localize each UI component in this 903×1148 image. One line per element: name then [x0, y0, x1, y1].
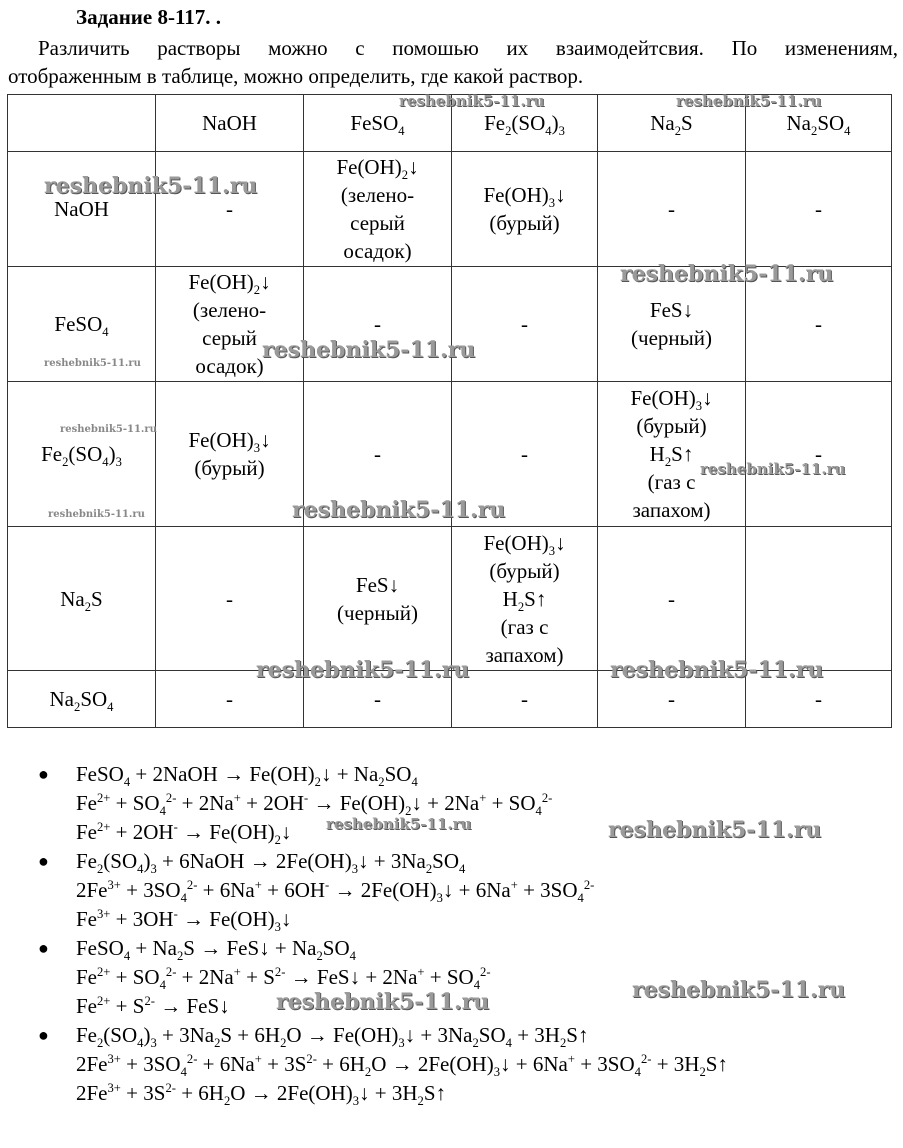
- column-header: $Na_2SO_4$: [746, 95, 892, 152]
- equation-full-ionic: $Fe^{2+} + SO_4^{2-} + 2Na^+ + S^{2-}$ → FeS↓ + $2Na^+ + SO_4^{2-}$: [76, 965, 491, 993]
- table-cell: -: [156, 527, 304, 671]
- table-cell: $Fe(OH)_2↓$ (зелено- серый осадок): [156, 267, 304, 382]
- watermark: reshebnik5-11.ru: [44, 173, 258, 199]
- intro-text: [8, 34, 898, 90]
- table-cell: FeS↓ (черный): [304, 527, 452, 671]
- equation-full-ionic: $2Fe^{3+} + 3SO_4^{2-} + 6Na^+ + 6OH^-$ → $2Fe(OH)_3↓ + 6Na^+ + 3SO_4^{2-}$: [76, 878, 595, 906]
- watermark: reshebnik5-11.ru: [620, 261, 834, 287]
- column-header: $Fe_2(SO_4)_3$: [452, 95, 598, 152]
- column-header: [8, 95, 156, 152]
- table-cell: -: [452, 267, 598, 382]
- table-cell: $Fe(OH)_3↓$ (бурый): [452, 152, 598, 267]
- equation-full-ionic: $Fe^{2+} + SO_4^{2-} + 2Na^+ + 2OH^-$ → $Fe(OH)_2↓ + 2Na^+ + SO_4^{2-}$: [76, 791, 553, 819]
- table-cell: -: [598, 152, 746, 267]
- equation-short-ionic: $Fe^{3+} + 3OH^-$ → $Fe(OH)_3↓$: [76, 907, 292, 935]
- equation-short-ionic: $Fe^{2+} + S^{2-}$ → FeS↓: [76, 994, 230, 1018]
- equation-group: [0, 847, 728, 934]
- table-cell: -: [304, 267, 452, 382]
- equation-molecular: $Fe_2(SO_4)_3$ + 6NaOH → $2Fe(OH)_3↓ + 3Na_2SO_4$: [76, 849, 466, 877]
- table-cell: -: [156, 152, 304, 267]
- equations-list: [0, 760, 728, 1108]
- watermark: reshebnik5-11.ru: [608, 817, 822, 843]
- row-header: $Fe_2(SO_4)_3$: [8, 382, 156, 527]
- bullet-icon: ●: [38, 764, 49, 784]
- row-header: NaOH: [8, 152, 156, 267]
- table-cell: -: [746, 671, 892, 728]
- table-cell: $Fe(OH)_3↓$ (бурый) $H_2S↑$ (газ с запахом): [598, 382, 746, 527]
- table-cell: -: [746, 382, 892, 527]
- table-cell: -: [598, 671, 746, 728]
- bullet-icon: ●: [38, 851, 49, 871]
- table-cell: -: [746, 267, 892, 382]
- watermark: reshebnik5-11.ru: [676, 92, 822, 110]
- equation-molecular: FeSO$_4$ + $Na_2S$ → FeS↓ + $Na_2SO_4$: [76, 936, 356, 964]
- equation-molecular: FeSO$_4$ + 2NaOH → $Fe(OH)_2↓ + Na_2SO_4$: [76, 762, 418, 790]
- watermark: reshebnik5-11.ru: [326, 815, 472, 833]
- watermark: reshebnik5-11.ru: [44, 358, 141, 369]
- table-cell: $Fe(OH)_3↓$ (бурый): [156, 382, 304, 527]
- task-title: Задание 8-117. .: [76, 5, 222, 29]
- table-cell: [746, 527, 892, 671]
- table-cell: -: [452, 671, 598, 728]
- table-row: [8, 527, 892, 671]
- watermark: reshebnik5-11.ru: [256, 657, 470, 683]
- equation-molecular: $Fe_2(SO_4)_3 + 3Na_2S + 6H_2O$ → $Fe(OH)_3↓ + 3Na_2SO_4$ + $3H_2S↑$: [76, 1023, 589, 1051]
- equation-short-ionic: $Fe^{2+} + 2OH^-$ → $Fe(OH)_2↓$: [76, 820, 292, 848]
- watermark: reshebnik5-11.ru: [60, 424, 157, 435]
- row-header: FeSO$_4$: [8, 267, 156, 382]
- equation-group: [0, 1021, 728, 1108]
- table-cell: $Fe(OH)_2↓$ (зелено- серый осадок): [304, 152, 452, 267]
- column-header: $Na_2S$: [598, 95, 746, 152]
- column-header: FeSO$_4$: [304, 95, 452, 152]
- table-cell: -: [598, 527, 746, 671]
- row-header: $Na_2SO_4$: [8, 671, 156, 728]
- table-cell: -: [156, 671, 304, 728]
- table-cell: -: [304, 382, 452, 527]
- watermark: reshebnik5-11.ru: [399, 92, 545, 110]
- intro-line-2: отображенным в таблице, можно определить, где какой раствор.: [8, 64, 584, 88]
- watermark: reshebnik5-11.ru: [48, 509, 145, 520]
- watermark: reshebnik5-11.ru: [262, 337, 476, 363]
- table-row: [8, 152, 892, 267]
- watermark: reshebnik5-11.ru: [276, 989, 490, 1015]
- watermark: reshebnik5-11.ru: [632, 977, 846, 1003]
- table-cell: FeS↓ (черный): [598, 267, 746, 382]
- equation-short-ionic: $2Fe^{3+} + 3S^{2-} + 6H_2O$ → $2Fe(OH)_3↓$ + $3H_2S↑$: [76, 1081, 447, 1109]
- table-cell: $Fe(OH)_3↓$ (бурый) $H_2S↑$ (газ с запахом): [452, 527, 598, 671]
- equation-full-ionic: $2Fe^{3+} + 3SO_4^{2-} + 6Na^+ + 3S^{2-} + 6H_2O$ → $2Fe(OH)_3↓ + 6Na^+ + 3SO_4^{2-}$ + $3H_2S↑$: [76, 1052, 728, 1080]
- row-header: $Na_2S$: [8, 527, 156, 671]
- column-header: NaOH: [156, 95, 304, 152]
- watermark: reshebnik5-11.ru: [610, 657, 824, 683]
- bullet-icon: ●: [38, 938, 49, 958]
- intro-line-1: Различить растворы можно с помошью их взаимодейтсвия. По изменениям,: [38, 36, 898, 60]
- watermark: reshebnik5-11.ru: [700, 460, 846, 478]
- table-cell: -: [452, 382, 598, 527]
- table-cell: -: [746, 152, 892, 267]
- table-cell: -: [304, 671, 452, 728]
- watermark: reshebnik5-11.ru: [292, 497, 506, 523]
- bullet-icon: ●: [38, 1025, 49, 1045]
